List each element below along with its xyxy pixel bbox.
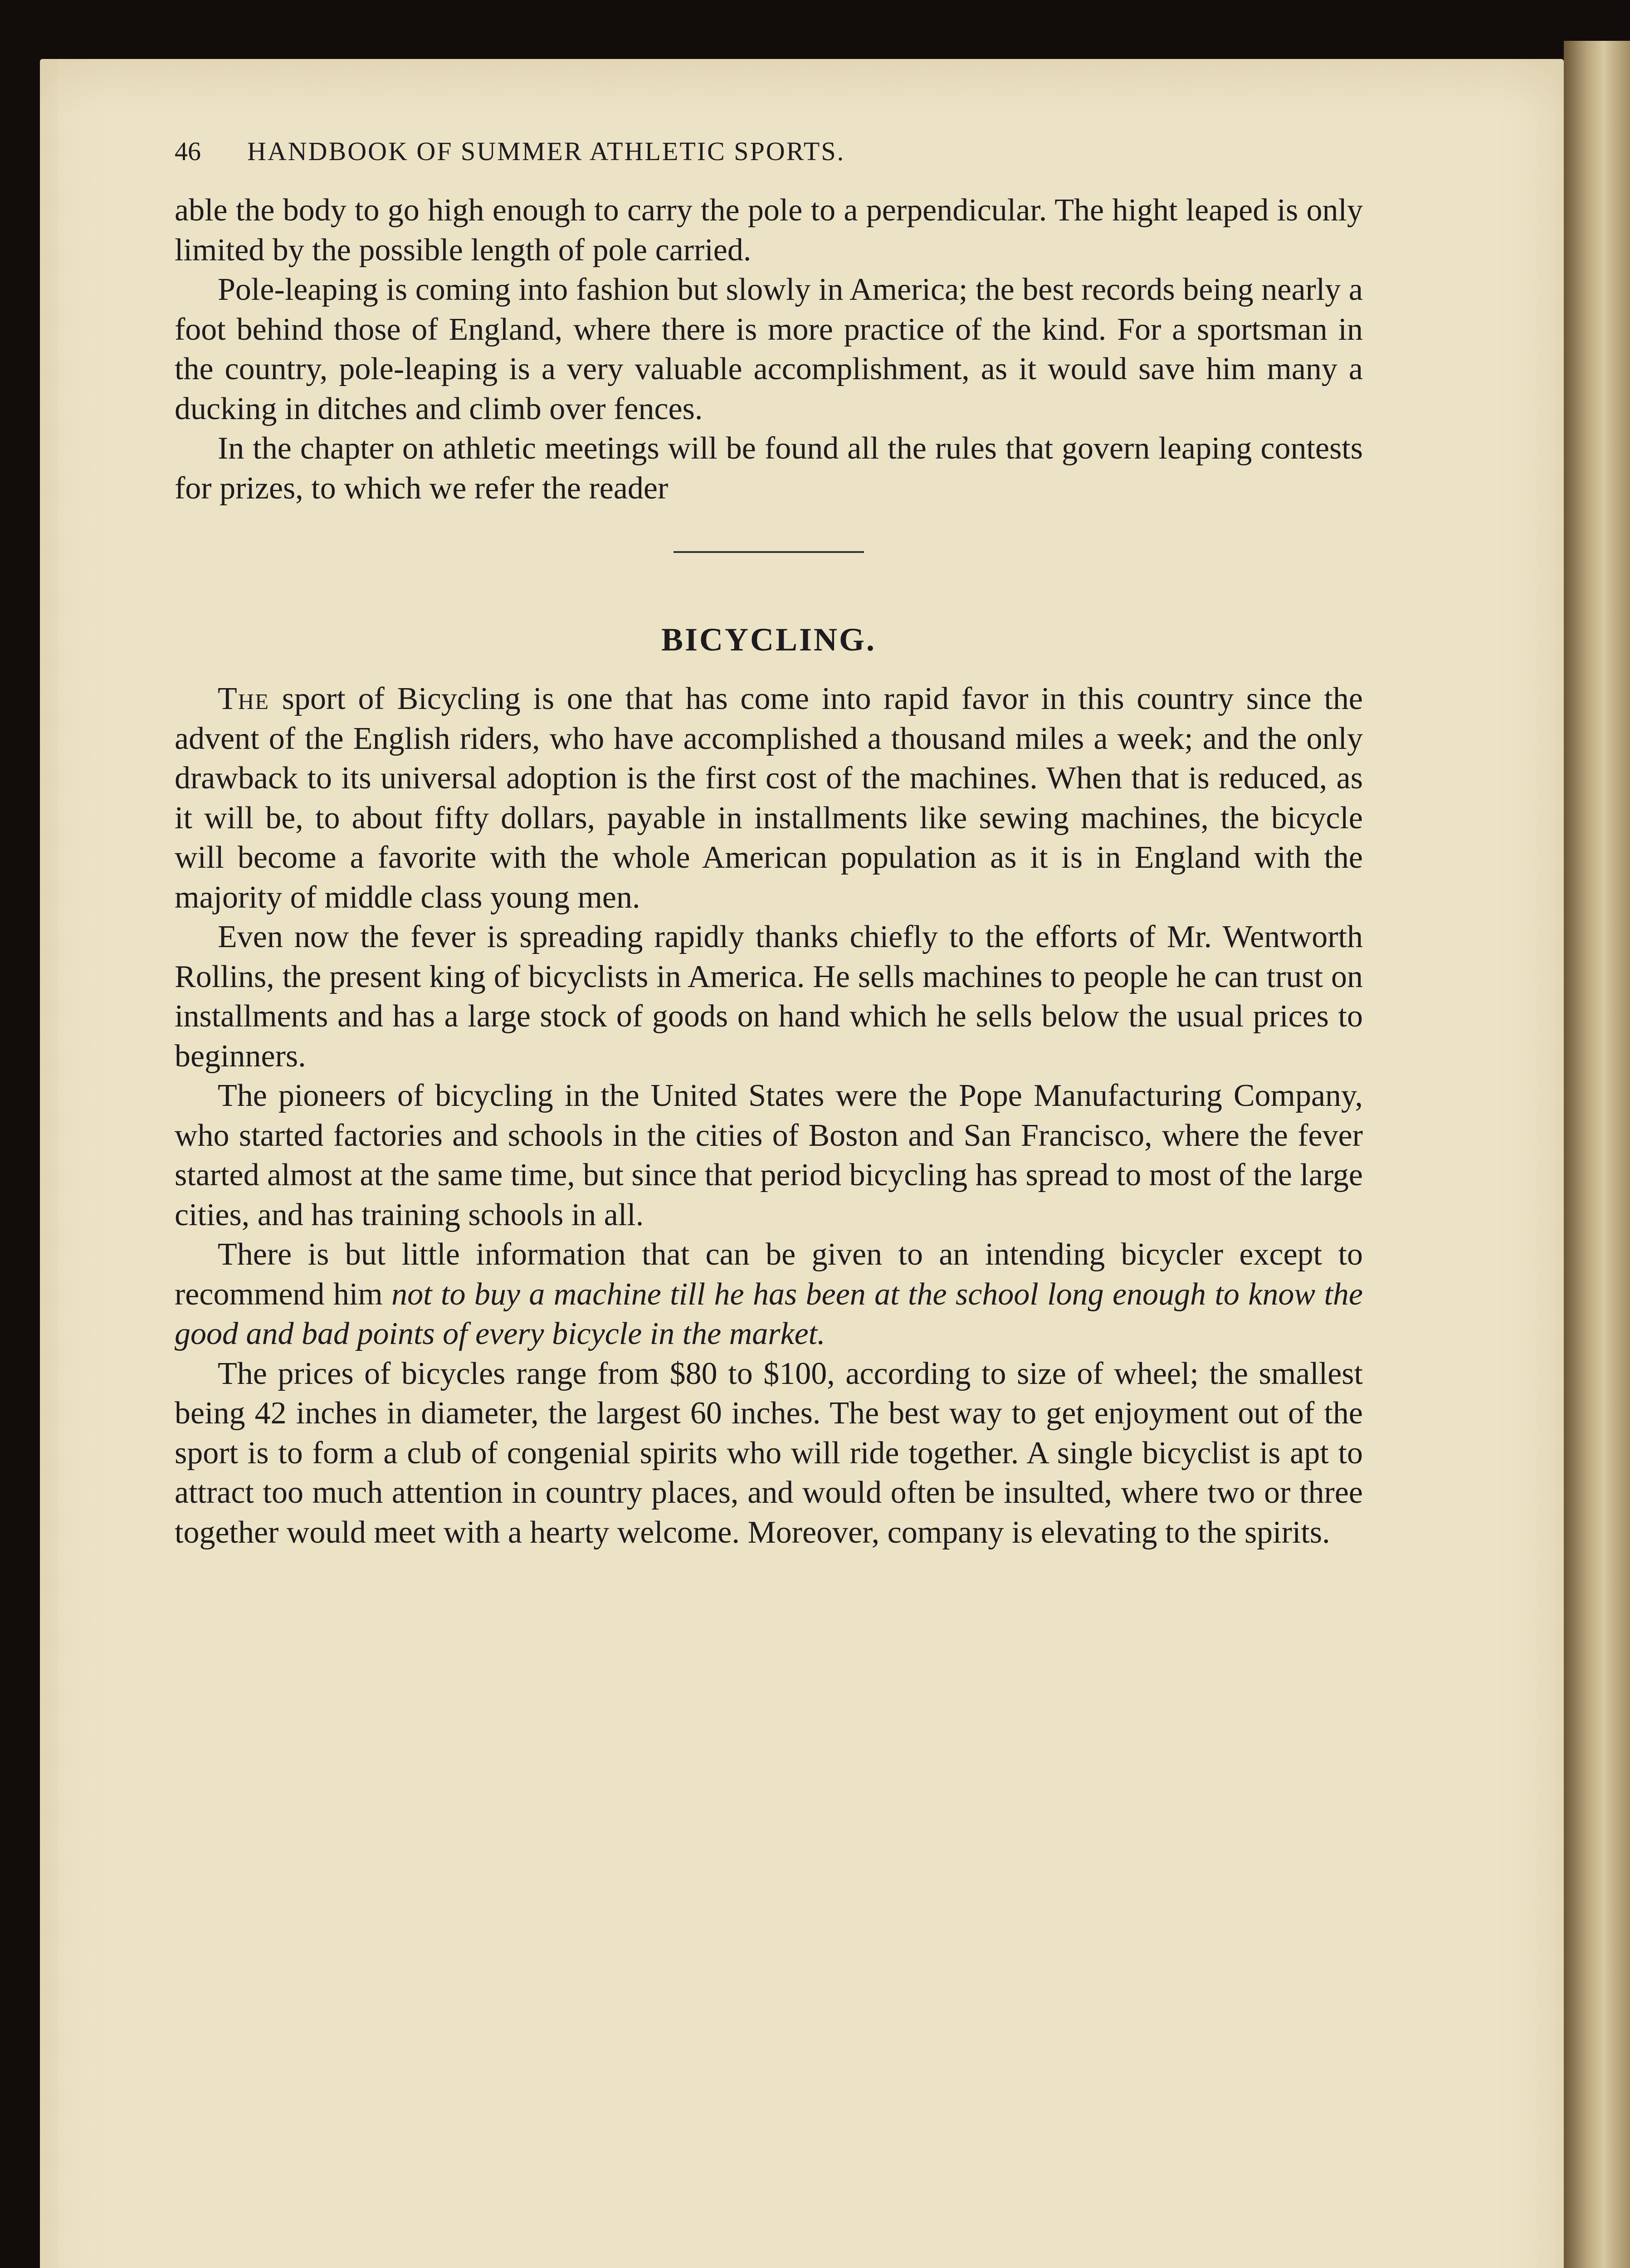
section-paragraph: The prices of bicycles range from $80 to $100, according to size of wheel; the smallest being 42 inches in diameter, the largest 60 inches. The best way to get enjoyment out of the sport is to form a club of congenial spirits who will ride together. A single bicyclist is apt to attract too much attention in country places, and would often be insulted, where two or three together would meet with a hearty welcome. Moreover, company is elevating to the spirits. (175, 1356, 1363, 1550)
paragraph-text: sport of Bicycling is one that has come into rapid favor in this country since the advent of the English riders, who have accomplished a thousand miles a week; and the only drawback to its universal adoption is the first cost of the machines. When that is reduced, as it will be, to about fifty dollars, payable in installments like sewing machines, the bicycle will become a favorite with the whole American population as it is in England with the majority of middle class young men. (175, 681, 1363, 915)
section-divider (673, 551, 864, 553)
intro-paragraph: able the body to go high enough to carry the pole to a perpendicular. The hight leaped is only limited by the possible length of pole carried. (175, 193, 1363, 268)
running-header (175, 136, 1363, 191)
section-paragraph: The pioneers of bicycling in the United States were the Pope Manufacturing Company, who started factories and schools in the cities of Boston and San Francisco, where the fever started almost at the same time, but since that period bicycling has spread to most of the large cities, and has training schools in all. (175, 1078, 1363, 1232)
section-paragraph (175, 679, 1363, 917)
intro-paragraph: In the chapter on athletic meetings will be found all the rules that govern leaping contests for prizes, to which we refer the reader (175, 431, 1363, 506)
section-paragraph: Even now the fever is spreading rapidly thanks chiefly to the efforts of Mr. Wentworth Rollins, the present king of bicyclists in America. He sells machines to people he can trust on installments and has a large stock of goods on hand which he sells below the usual prices to beginners. (175, 919, 1363, 1074)
intro-paragraph: Pole-leaping is coming into fashion but slowly in America; the best records being nearly a foot behind those of England, where there is more practice of the kind. For a sportsman in the country, pole-leaping is a very valuable accomplishment, as it would save him many a ducking in ditches and climb over fences. (175, 272, 1363, 426)
section-heading: BICYCLING. (661, 621, 877, 658)
running-title: HANDBOOK OF SUMMER ATHLETIC SPORTS. (247, 137, 845, 166)
italic-advice: not to buy a machine till he has been at the school long enough to know the good and bad points of every bicycle in the market. (175, 1276, 1363, 1351)
page-number: 46 (175, 137, 201, 166)
section-paragraph (175, 1235, 1363, 1354)
page-text-block (175, 136, 1363, 1552)
paragraph-text: There is but little information that can be given to an intending bicycler except to recommend him (175, 1237, 1363, 1312)
book-spine-edge (1564, 41, 1630, 2268)
lead-word: The (218, 681, 270, 716)
